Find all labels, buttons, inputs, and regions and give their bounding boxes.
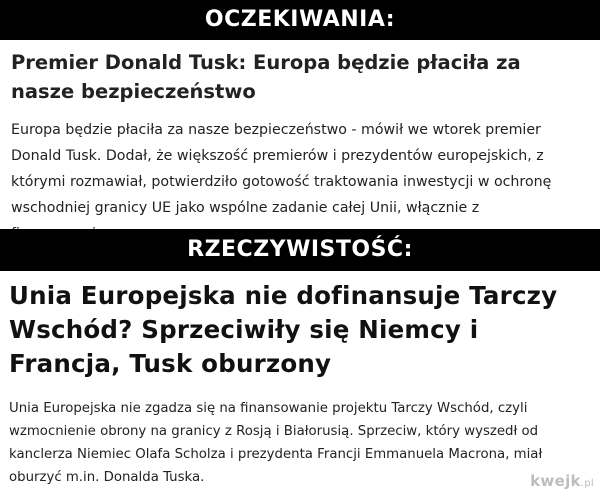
- expectations-label: OCZEKIWANIA:: [0, 0, 600, 40]
- reality-headline: Unia Europejska nie dofinansuje Tarczy Wschód? Sprzeciwiły się Niemcy i Francja, Tusk oburzony: [9, 281, 558, 378]
- expectations-body: Europa będzie płaciła za nasze bezpieczeństwo - mówił we wtorek premier Donald Tusk. Dodał, że większość premierów i prezydentów europejskich, z którymi rozmawiał, potwierdziło gotowość traktowania inwestycji w ochronę wschodniej granicy UE jako wspólne zadanie całej Unii, włącznie z: [11, 122, 552, 216]
- expectations-panel: [0, 40, 600, 229]
- reality-body: Unia Europejska nie zgadza się na finansowanie projektu Tarczy Wschód, czyli wzmocnienie obrony na granicy z Rosją i Białorusią. Sprzeciw, który wyszedł od kanclerza Niemiec Olafa Scholza i prezydenta Francji Emmanuela Macrona, miał oburzyć m.in. Donalda Tuska.: [9, 401, 543, 485]
- watermark: [530, 472, 594, 490]
- watermark-brand: kwejk: [530, 472, 581, 490]
- reality-label: RZECZYWISTOŚĆ:: [0, 229, 600, 271]
- reality-panel: [0, 271, 600, 494]
- watermark-suffix: .pl: [580, 478, 594, 489]
- expectations-headline: Premier Donald Tusk: Europa będzie płaciła za nasze bezpieczeństwo: [11, 51, 521, 103]
